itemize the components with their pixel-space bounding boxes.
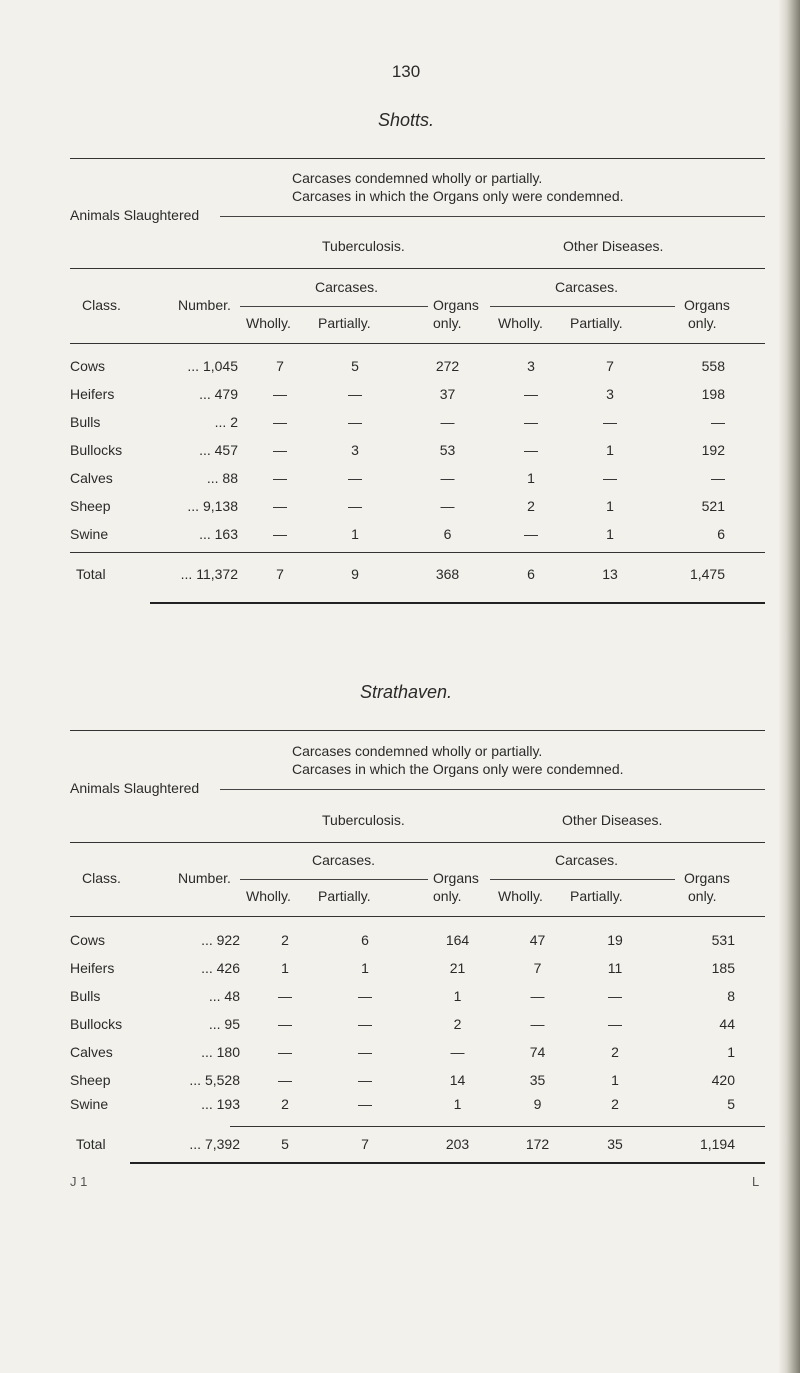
header-line1: Carcases condemned wholly or partially.	[292, 743, 543, 759]
header-partially: Partially.	[318, 315, 371, 331]
cell-class: Heifers	[70, 960, 115, 976]
cell-tb-wholly: —	[273, 386, 287, 402]
cell-class: Bulls	[70, 414, 101, 430]
cell-tb-partially: 1	[351, 526, 359, 542]
cell-tb-partially: —	[348, 498, 362, 514]
header-carcases: Carcases.	[555, 279, 619, 295]
header-wholly: Wholly.	[498, 315, 543, 331]
table-total-row	[70, 566, 765, 586]
header-class: Class.	[82, 870, 121, 886]
cell-number: ... 48	[208, 988, 240, 1004]
cell-od-organs: 521	[701, 498, 725, 514]
header-class: Class.	[82, 297, 121, 313]
cell-tb-partially: 7	[361, 1136, 369, 1152]
cell-od-partially: 19	[607, 932, 623, 948]
cell-od-partially: 3	[606, 386, 614, 402]
cell-od-wholly: —	[524, 386, 538, 402]
cell-class: Calves	[70, 470, 113, 486]
header-animals-slaughtered: Animals Slaughtered	[70, 207, 200, 223]
cell-tb-partially: —	[358, 1072, 372, 1088]
header-carcases: Carcases.	[315, 279, 379, 295]
rule-columns	[70, 916, 765, 917]
cell-od-organs: —	[711, 414, 725, 430]
table-row	[70, 442, 765, 462]
table-row	[70, 526, 765, 546]
cell-tb-organs: 272	[435, 358, 460, 374]
header-only: only.	[433, 888, 462, 904]
cell-tb-wholly: 2	[281, 1096, 289, 1112]
cell-od-organs: 198	[701, 386, 725, 402]
cell-od-wholly: —	[524, 526, 538, 542]
cell-number: ... 2	[214, 414, 238, 430]
header-wholly: Wholly.	[246, 315, 291, 331]
cell-tb-organs: 203	[445, 1136, 470, 1152]
cell-od-partially: 35	[607, 1136, 623, 1152]
cell-tb-organs: —	[440, 470, 455, 486]
section-title-strathaven: Strathaven.	[359, 682, 453, 702]
cell-od-organs: 185	[711, 960, 735, 976]
cell-od-partially: 1	[611, 1072, 619, 1088]
header-line2: Carcases in which the Organs only were condemned.	[292, 188, 624, 204]
cell-number: ... 163	[199, 526, 238, 542]
cell-number: ... 88	[206, 470, 238, 486]
rule-bottom	[150, 602, 765, 604]
cell-od-wholly: —	[530, 1016, 545, 1032]
header-number: Number.	[178, 870, 231, 886]
rule-columns	[70, 343, 765, 344]
cell-class: Cows	[70, 358, 106, 374]
cell-tb-wholly: —	[278, 1044, 292, 1060]
rule-header	[70, 842, 765, 843]
cell-od-wholly: —	[524, 414, 538, 430]
cell-class: Total	[76, 566, 106, 582]
cell-class: Bullocks	[70, 1016, 123, 1032]
cell-od-partially: —	[603, 470, 617, 486]
bracket-line	[240, 879, 428, 880]
header-organs: Organs	[433, 870, 479, 886]
cell-tb-partially: —	[358, 1016, 372, 1032]
header-wholly: Wholly.	[246, 888, 291, 904]
cell-od-partially: 13	[602, 566, 618, 582]
cell-class: Swine	[70, 526, 109, 542]
cell-od-wholly: 3	[527, 358, 535, 374]
header-line1: Carcases condemned wholly or partially.	[292, 170, 543, 186]
table-strathaven	[70, 730, 765, 1110]
header-organs: Organs	[684, 870, 730, 886]
cell-od-organs: 5	[727, 1096, 735, 1112]
header-line2: Carcases in which the Organs only were condemned.	[292, 761, 624, 777]
section-title-shotts: Shotts.	[377, 110, 435, 130]
cell-od-wholly: 7	[533, 960, 542, 976]
cell-number: ... 426	[201, 960, 240, 976]
table-row	[70, 470, 765, 490]
cell-od-partially: 1	[606, 526, 614, 542]
cell-tb-wholly: 1	[281, 960, 289, 976]
cell-class: Calves	[70, 1044, 113, 1060]
header-tuberculosis: Tuberculosis.	[322, 812, 405, 828]
table-row	[70, 498, 765, 518]
cell-class: Total	[76, 1136, 106, 1152]
cell-class: Swine	[70, 1096, 109, 1112]
cell-number: ... 193	[201, 1096, 240, 1112]
cell-od-wholly: 74	[529, 1044, 546, 1060]
cell-tb-wholly: —	[278, 1072, 292, 1088]
cell-od-wholly: 172	[525, 1136, 550, 1152]
cell-od-organs: 192	[701, 442, 725, 458]
cell-od-organs: —	[711, 470, 725, 486]
cell-tb-wholly: 7	[276, 358, 284, 374]
cell-tb-partially: 9	[351, 566, 359, 582]
rule-bottom	[130, 1162, 765, 1164]
cell-tb-organs: —	[450, 1044, 465, 1060]
cell-tb-partially: —	[348, 414, 362, 430]
cell-tb-partially: 6	[361, 932, 369, 948]
leader-line	[220, 216, 765, 217]
cell-od-organs: 44	[719, 1016, 735, 1032]
cell-tb-wholly: —	[273, 526, 287, 542]
table-row	[70, 386, 765, 406]
header-carcases: Carcases.	[312, 852, 376, 868]
header-partially: Partially.	[318, 888, 371, 904]
cell-od-organs: 531	[711, 932, 735, 948]
cell-tb-partially: 5	[351, 358, 359, 374]
header-other-diseases: Other Diseases.	[562, 812, 663, 828]
table-row	[70, 960, 765, 980]
rule-total	[230, 1126, 765, 1127]
cell-class: Bulls	[70, 988, 101, 1004]
cell-tb-organs: —	[440, 414, 455, 430]
cell-od-wholly: 9	[533, 1096, 542, 1112]
cell-tb-wholly: —	[278, 988, 292, 1004]
cell-tb-organs: 14	[449, 1072, 466, 1088]
cell-number: ... 5,528	[189, 1072, 240, 1088]
cell-od-organs: 6	[717, 526, 725, 542]
rule-header	[70, 268, 765, 269]
cell-od-partially: 7	[606, 358, 614, 374]
table-row	[70, 414, 765, 434]
cell-od-organs: 8	[727, 988, 735, 1004]
cell-tb-organs: 37	[439, 386, 456, 402]
cell-od-partially: 2	[611, 1044, 619, 1060]
header-wholly: Wholly.	[498, 888, 543, 904]
cell-tb-partially: 3	[351, 442, 359, 458]
table-row	[70, 932, 765, 952]
table-strathaven-continued	[70, 1096, 765, 1216]
cell-od-partially: —	[603, 414, 617, 430]
cell-tb-wholly: —	[273, 498, 287, 514]
cell-tb-organs: 21	[449, 960, 466, 976]
cell-od-organs: 558	[701, 358, 725, 374]
rule-total	[70, 552, 765, 553]
cell-number: ... 9,138	[187, 498, 238, 514]
cell-tb-organs: 6	[443, 526, 452, 542]
header-only: only.	[433, 315, 462, 331]
cell-number: ... 457	[199, 442, 238, 458]
table-row	[70, 988, 765, 1008]
cell-number: ... 95	[208, 1016, 240, 1032]
cell-tb-organs: —	[440, 498, 455, 514]
cell-number: ... 180	[201, 1044, 240, 1060]
cell-tb-partially: —	[358, 1044, 372, 1060]
header-number: Number.	[178, 297, 231, 313]
header-only: only.	[688, 888, 717, 904]
header-only: only.	[688, 315, 717, 331]
cell-tb-organs: 1	[453, 988, 462, 1004]
bracket-line	[490, 306, 675, 307]
cell-tb-partially: 1	[361, 960, 369, 976]
cell-tb-wholly: —	[273, 442, 287, 458]
table-shotts-continued	[70, 470, 765, 630]
cell-od-wholly: 6	[527, 566, 535, 582]
cell-tb-organs: 53	[439, 442, 456, 458]
table-row	[70, 1072, 765, 1092]
header-carcases: Carcases.	[555, 852, 619, 868]
cell-tb-organs: 1	[453, 1096, 462, 1112]
cell-od-wholly: —	[530, 988, 545, 1004]
cell-od-partially: —	[608, 1016, 622, 1032]
table-row	[70, 1096, 765, 1116]
table-row	[70, 1016, 765, 1036]
cell-od-wholly: 1	[527, 470, 535, 486]
cell-od-organs: 1,194	[699, 1136, 735, 1152]
bracket-line	[240, 306, 428, 307]
cell-od-partially: 1	[606, 442, 614, 458]
cell-number: ... 7,392	[189, 1136, 240, 1152]
header-partially: Partially.	[570, 315, 623, 331]
table-shotts	[70, 158, 765, 458]
cell-class: Cows	[70, 932, 106, 948]
cell-class: Heifers	[70, 386, 115, 402]
cell-tb-wholly: —	[273, 470, 287, 486]
leader-line	[220, 789, 765, 790]
cell-tb-partially: —	[358, 1096, 372, 1112]
cell-tb-wholly: 2	[281, 932, 289, 948]
cell-od-organs: 1	[727, 1044, 735, 1060]
cell-od-wholly: —	[524, 442, 538, 458]
cell-od-partially: 1	[606, 498, 614, 514]
header-tuberculosis: Tuberculosis.	[322, 238, 405, 254]
cell-tb-organs: 2	[453, 1016, 462, 1032]
footer-signature-right: L	[752, 1174, 760, 1189]
cell-od-partially: 2	[611, 1096, 619, 1112]
cell-od-wholly: 35	[529, 1072, 546, 1088]
header-organs: Organs	[433, 297, 479, 313]
header-organs: Organs	[684, 297, 730, 313]
cell-number: ... 922	[201, 932, 240, 948]
cell-number: ... 1,045	[187, 358, 238, 374]
rule-top	[70, 158, 765, 159]
footer-signature-left: J 1	[70, 1174, 88, 1189]
header-other-diseases: Other Diseases.	[563, 238, 664, 254]
cell-od-partially: 11	[607, 960, 623, 976]
cell-tb-wholly: —	[273, 414, 287, 430]
cell-od-wholly: 47	[529, 932, 546, 948]
cell-od-partially: —	[608, 988, 622, 1004]
cell-class: Sheep	[70, 498, 111, 514]
header-partially: Partially.	[570, 888, 623, 904]
cell-number: ... 11,372	[180, 566, 238, 582]
table-total-row	[70, 1136, 765, 1156]
cell-od-organs: 1,475	[689, 566, 725, 582]
cell-tb-organs: 368	[435, 566, 460, 582]
cell-tb-partially: —	[348, 386, 362, 402]
table-row	[70, 1044, 765, 1064]
cell-od-wholly: 2	[527, 498, 535, 514]
cell-tb-wholly: 5	[281, 1136, 289, 1152]
cell-tb-partially: —	[348, 470, 362, 486]
cell-tb-organs: 164	[445, 932, 470, 948]
page-number: 130	[391, 62, 421, 81]
cell-od-organs: 420	[711, 1072, 735, 1088]
bracket-line	[490, 879, 675, 880]
cell-tb-wholly: 7	[276, 566, 284, 582]
cell-number: ... 479	[199, 386, 238, 402]
rule-top	[70, 730, 765, 731]
cell-tb-partially: —	[358, 988, 372, 1004]
cell-tb-wholly: —	[278, 1016, 292, 1032]
table-row	[70, 358, 765, 378]
cell-class: Bullocks	[70, 442, 123, 458]
cell-class: Sheep	[70, 1072, 111, 1088]
header-animals-slaughtered: Animals Slaughtered	[70, 780, 200, 796]
